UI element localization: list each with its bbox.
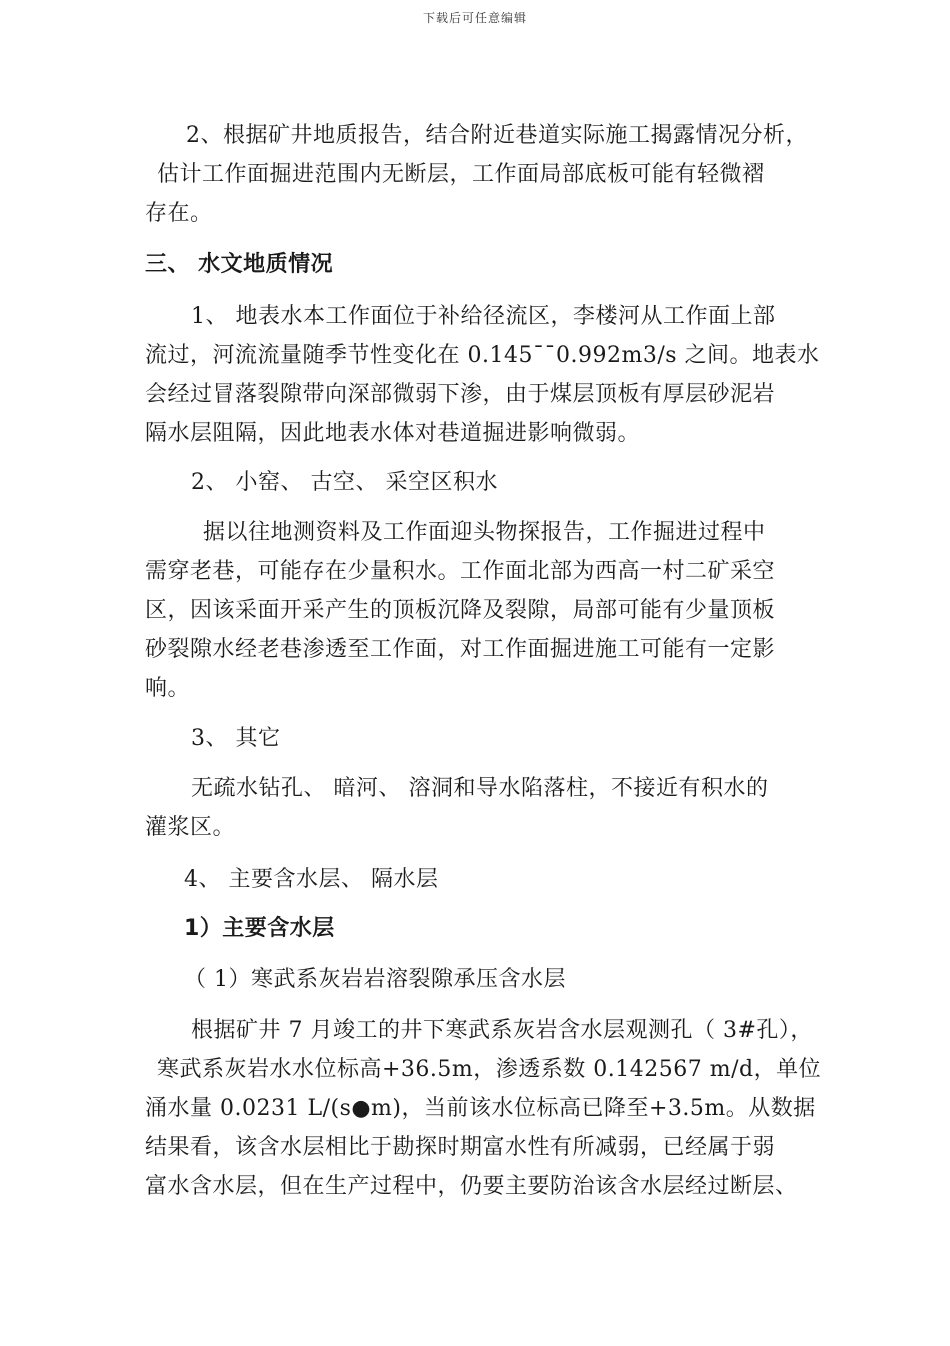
paragraph-line: 涌水量 0.0231 L/(s●m)，当前该水位标高已降至+3.5m。从数据 [145,1096,816,1121]
subsection-heading: 4、 主要含水层、 隔水层 [184,867,439,892]
paragraph-line: 根据矿井 7 月竣工的井下寒武系灰岩含水层观测孔（ 3#孔）， [191,1018,813,1043]
paragraph-line: 会经过冒落裂隙带向深部微弱下渗，由于煤层顶板有厚层砂泥岩 [145,382,776,407]
subsection-heading: （ 1）寒武系灰岩岩溶裂隙承压含水层 [184,967,566,992]
paragraph-line: 需穿老巷，可能存在少量积水。工作面北部为西高一村二矿采空 [145,559,776,584]
paragraph-line: 估计工作面掘进范围内无断层，工作面局部底板可能有轻微褶 [157,162,765,187]
subsection-heading: 3、 其它 [191,726,281,751]
paragraph-line: 1、 地表水本工作面位于补给径流区，李楼河从工作面上部 [191,304,776,329]
paragraph-line: 据以往地测资料及工作面迎头物探报告，工作掘进过程中 [203,520,766,545]
paragraph-line: 灌浆区。 [145,815,236,840]
paragraph-line: 结果看，该含水层相比于勘探时期富水性有所减弱，已经属于弱 [145,1135,776,1160]
paragraph-line: 区，因该采面开采产生的顶板沉降及裂隙，局部可能有少量顶板 [145,598,776,623]
subsection-heading: 2、 小窑、 古空、 采空区积水 [191,470,498,495]
paragraph-line: 存在。 [145,201,213,226]
paragraph-line: 隔水层阻隔，因此地表水体对巷道掘进影响微弱。 [145,421,641,446]
paragraph-line: 砂裂隙水经老巷渗透至工作面，对工作面掘进施工可能有一定影 [145,637,776,662]
page-header: 下载后可任意编辑 [422,11,527,25]
subsection-heading: 1）主要含水层 [184,916,335,941]
paragraph-line: 无疏水钻孔、 暗河、 溶洞和导水陷落柱，不接近有积水的 [191,776,769,801]
section-heading: 三、 水文地质情况 [145,252,334,277]
paragraph-line: 富水含水层，但在生产过程中，仍要主要防治该含水层经过断层、 [145,1174,798,1199]
paragraph-line: 流过，河流流量随季节性变化在 0.145¯¯0.992m3/s 之间。地表水 [145,343,820,368]
paragraph-line: 响。 [145,676,191,701]
paragraph-line: 2、根据矿井地质报告，结合附近巷道实际施工揭露情况分析， [186,123,808,148]
paragraph-line: 寒武系灰岩水水位标高+36.5m，渗透系数 0.142567 m/d，单位 [157,1057,822,1082]
